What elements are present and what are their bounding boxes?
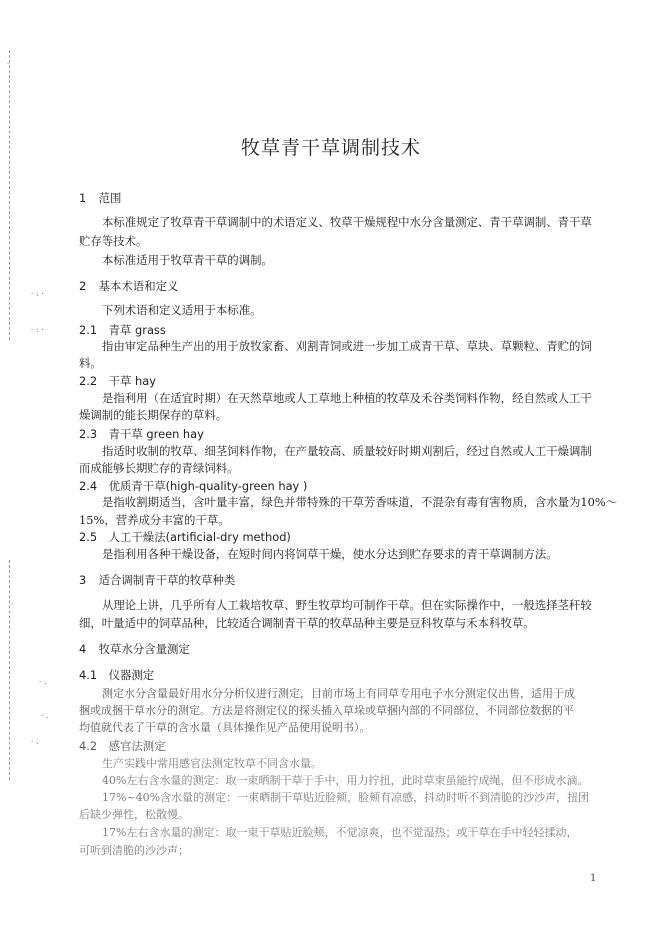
- term-title: 青草 grass: [108, 323, 166, 337]
- term-2-1-heading: [79, 323, 166, 338]
- margin-mark: ·.: [38, 678, 49, 686]
- binder-edge-line: [9, 50, 10, 340]
- section-2-heading: [79, 279, 178, 294]
- term-number: 2.5: [79, 530, 98, 544]
- paragraph-line: 是指收割期适当，含叶量丰富，绿色并带特殊的干草芳香味道，不混杂有毒有害物质，含水量为10%～: [102, 495, 618, 509]
- paragraph-line: 生产实践中常用感官法测定牧草不同含水量。: [102, 757, 322, 770]
- subsection-title: 感官法测定: [108, 739, 166, 753]
- paragraph-line: 指适时收制的牧草、细茎饲料作物，在产量较高、质量较好时期刈割后，经过自然或人工干燥调制: [102, 444, 592, 458]
- section-title: 范围: [98, 191, 122, 205]
- paragraph-line: 均值就代表了干草的含水量（具体操作见产品使用说明书）。: [79, 721, 371, 734]
- margin-mark: ·:·: [30, 290, 46, 298]
- paragraph-line: 本标准适用于牧草青干草的调制。: [102, 253, 273, 267]
- term-number: 2.2: [79, 374, 98, 388]
- term-title: 干草 hay: [108, 374, 156, 388]
- term-number: 2.3: [79, 427, 98, 441]
- document-title: 牧草青干草调制技术: [240, 137, 421, 159]
- paragraph-line: 17%左右含水量的测定：取一束干草贴近脸颊，不觉凉爽，也不觉湿热；或干草在手中轻轻揉动，: [102, 826, 578, 839]
- subsection-number: 4.1: [79, 668, 98, 682]
- section-title: 牧草水分含量测定: [98, 642, 190, 656]
- page-number: 1: [590, 873, 597, 884]
- subsection-number: 4.2: [79, 739, 98, 753]
- paragraph-line: 40%左右含水量的测定：取一束晒制干草于手中，用力拧扭，此时草束虽能拧成绳，但不形成水滴。: [102, 774, 589, 787]
- paragraph-line: 可听到清脆的沙沙声；: [79, 844, 189, 857]
- term-number: 2.1: [79, 323, 98, 337]
- paragraph-line: 是指利用（在适宜时期）在天然草地或人工草地上种植的牧草及禾谷类饲料作物，经自然或人工干: [102, 391, 592, 405]
- paragraph-line: 燥调制的能长期保存的草料。: [79, 408, 228, 422]
- term-title: 优质青干草(high-quality-green hay ): [108, 479, 308, 493]
- paragraph-line: 测定水分含量最好用水分分析仪进行测定，目前市场上有同草专用电子水分测定仪出售，适用于成: [102, 687, 575, 700]
- section-number: 2: [79, 279, 87, 293]
- subsection-4-2-heading: [79, 739, 166, 754]
- section-title: 基本术语和定义: [98, 279, 179, 293]
- paragraph-line: 指由审定品种生产出的用于放牧家畜、刈割青饲或进一步加工成青干草、草块、草颗粒、青贮的饲: [102, 339, 592, 353]
- paragraph-line: 而成能够长期贮存的青绿饲料。: [79, 461, 239, 475]
- term-2-4-heading: [79, 479, 307, 494]
- paragraph-line: 从理论上讲，几乎所有人工栽培牧草、野生牧草均可制作干草。但在实际操作中，一般选择茎秆较: [102, 598, 592, 612]
- margin-mark: ·.: [30, 738, 41, 746]
- section-number: 4: [79, 642, 87, 656]
- paragraph-line: 本标准规定了牧草青干草调制中的术语定义、牧草干燥规程中水分含量测定、青干草调制、青干草: [102, 215, 592, 229]
- term-number: 2.4: [79, 479, 98, 493]
- margin-mark: ·: [10, 600, 16, 608]
- paragraph-line: 下列术语和定义适用于本标准。: [102, 303, 262, 317]
- term-2-2-heading: [79, 374, 156, 389]
- subsection-title: 仪器测定: [108, 668, 155, 682]
- subsection-4-1-heading: [79, 668, 154, 683]
- paragraph-line: 17%~40%含水量的测定：一束晒制干草贴近脸颊，脸颊有凉感，抖动时听不到清脆的沙沙声，扭团: [102, 791, 590, 804]
- paragraph-line: 料。: [79, 356, 102, 370]
- binder-edge-line: [9, 560, 10, 780]
- term-title: 人工干燥法(artificial-dry method): [108, 530, 291, 544]
- section-1-heading: [79, 191, 121, 206]
- term-2-3-heading: [79, 427, 204, 442]
- margin-mark: ·:·: [30, 326, 46, 334]
- section-4-heading: [79, 642, 190, 657]
- paragraph-line: 15%，营养成分丰富的干草。: [79, 513, 230, 527]
- paragraph-line: 后缺少弹性，松散慢。: [79, 808, 189, 821]
- margin-mark: -: [6, 60, 12, 68]
- section-number: 3: [79, 573, 87, 587]
- section-title: 适合调制青干草的牧草种类: [98, 573, 236, 587]
- paragraph-line: 捆或成捆干草水分的测定。方法是将测定仪的探头插入草垛或草捆内部的不同部位，不同部位数据的平: [79, 704, 574, 717]
- section-number: 1: [79, 191, 87, 205]
- section-3-heading: [79, 573, 235, 588]
- term-title: 青干草 green hay: [108, 427, 204, 441]
- paragraph-line: 贮存等技术。: [79, 234, 148, 248]
- margin-mark: ·.: [40, 712, 51, 720]
- paragraph-line: 细，叶量适中的饲草品种，比较适合调制青干草的牧草品种主要是豆科牧草与禾本科牧草。: [79, 616, 535, 630]
- paragraph-line: 是指利用各种干燥设备，在短时间内将饲草干燥，使水分达到贮存要求的青干草调制方法。: [102, 547, 558, 561]
- term-2-5-heading: [79, 530, 291, 545]
